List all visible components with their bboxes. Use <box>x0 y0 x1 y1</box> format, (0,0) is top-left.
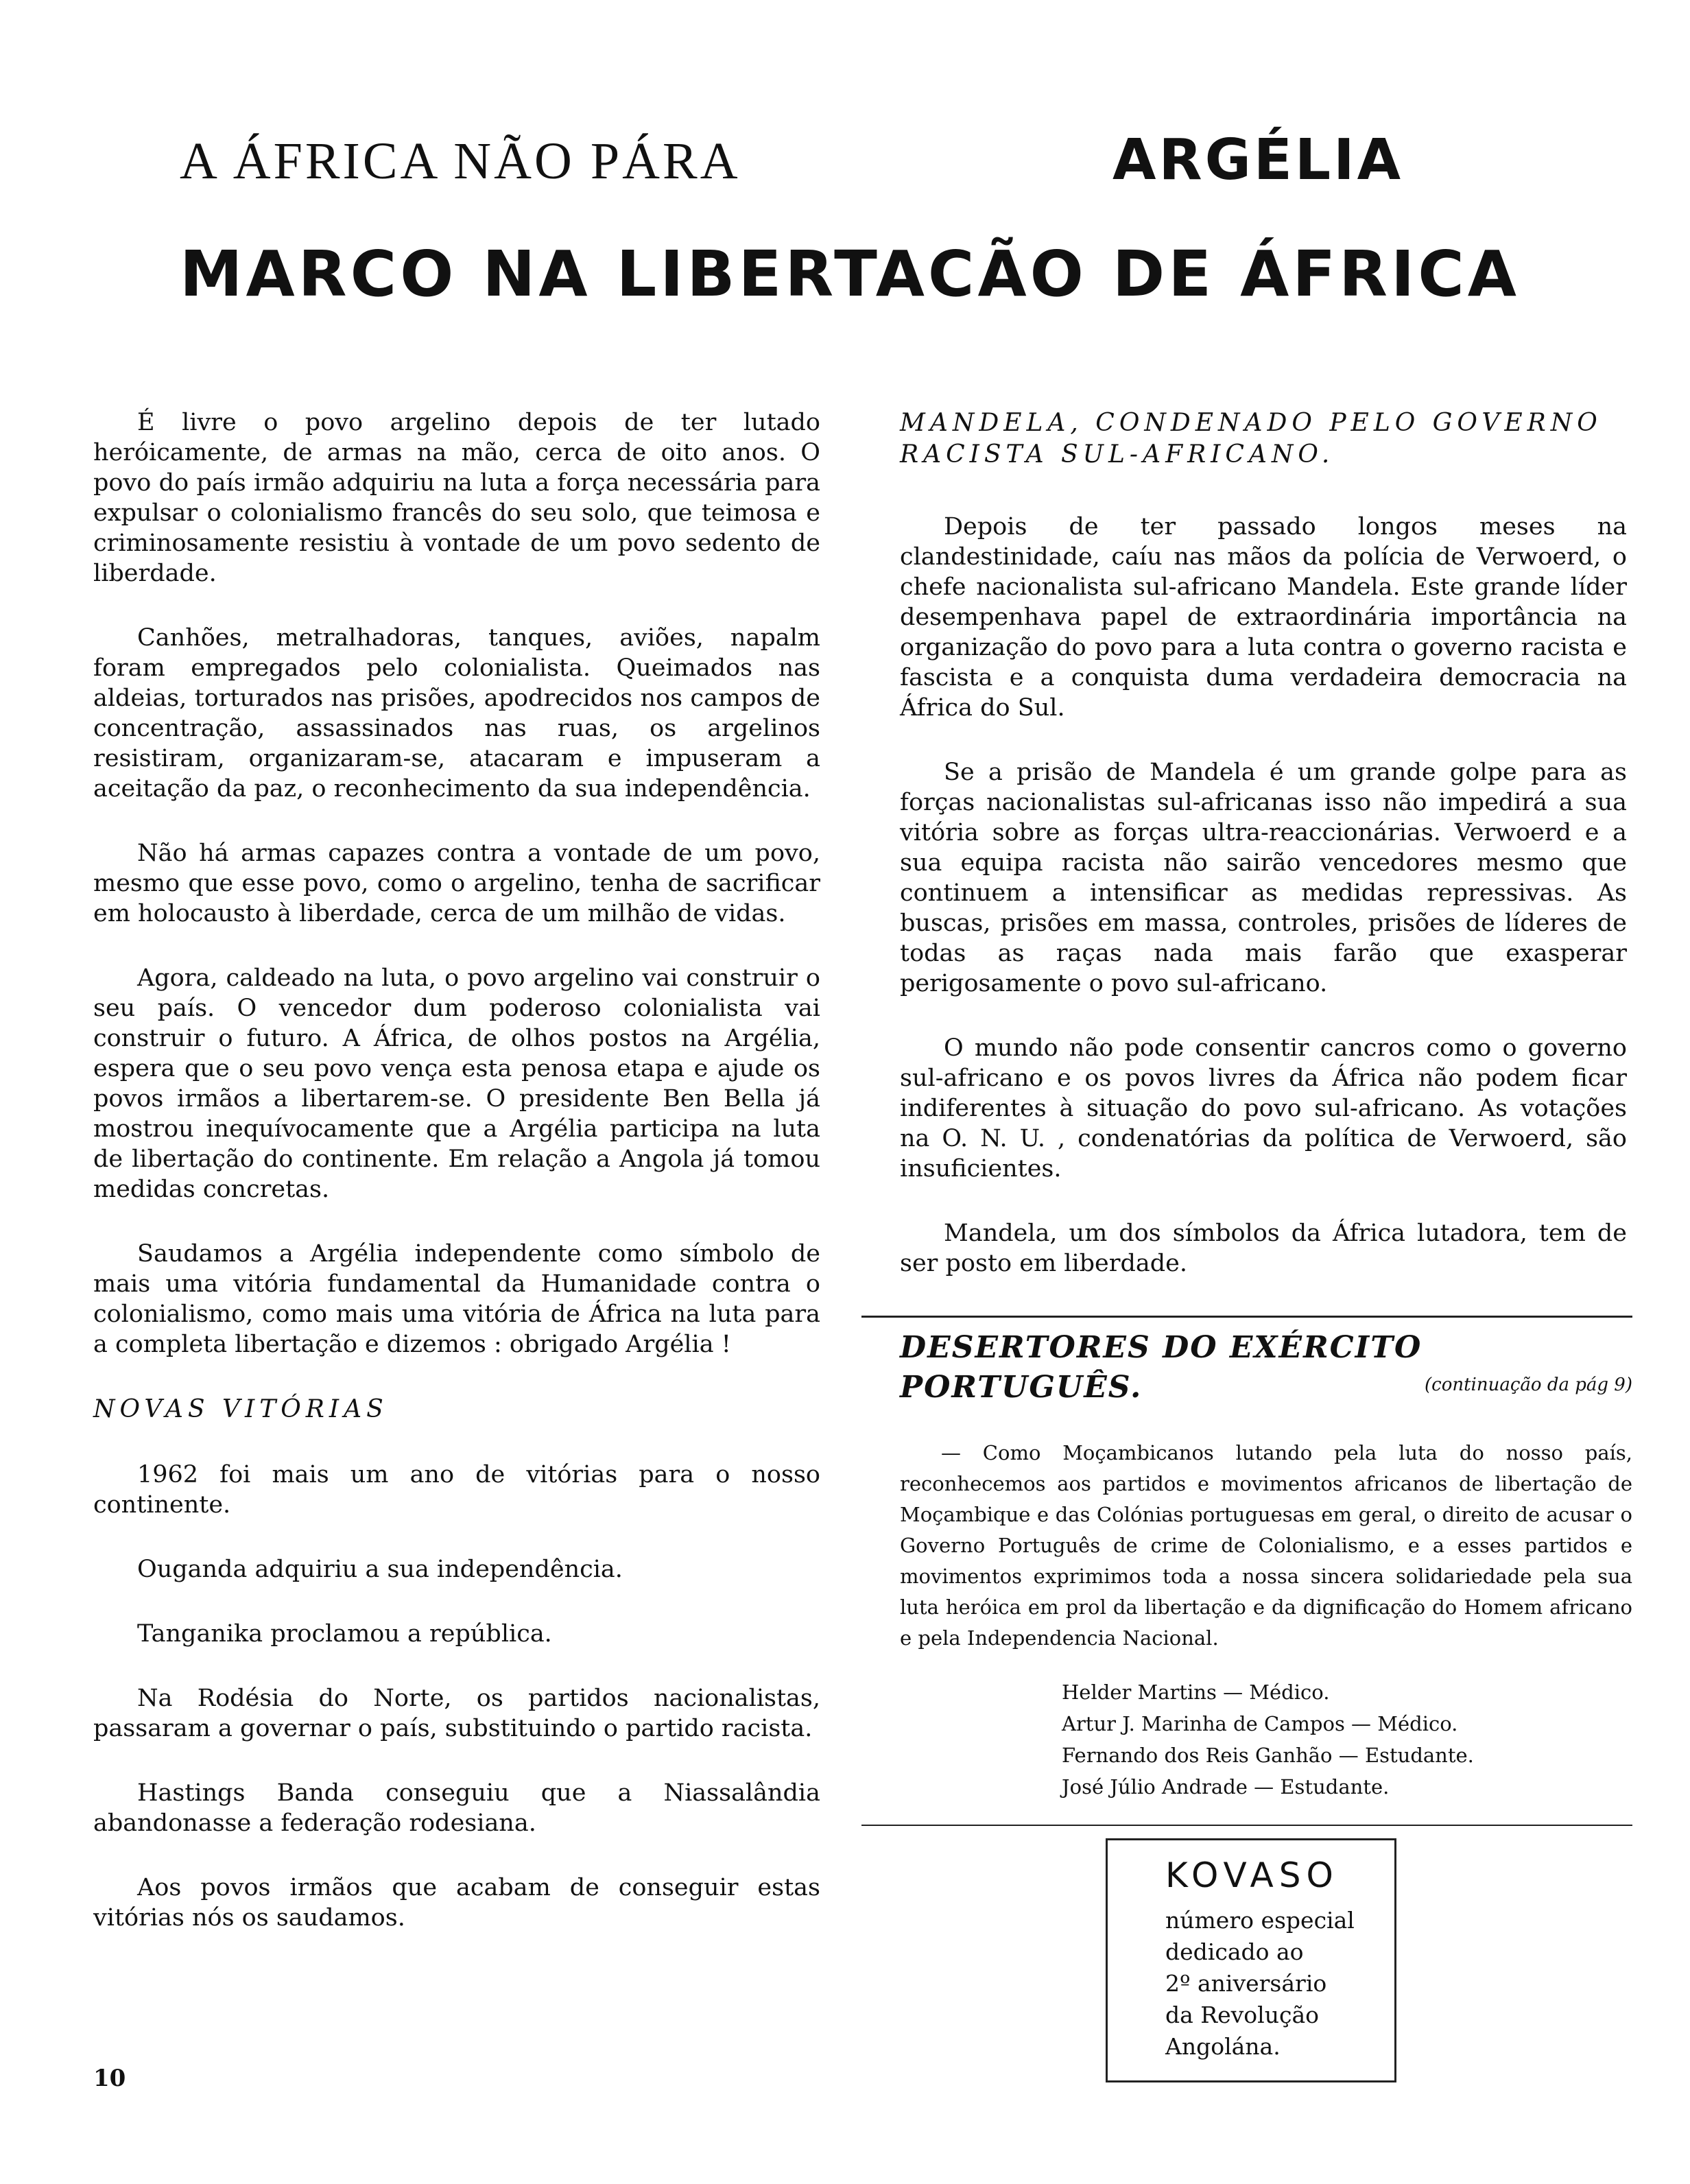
kovaso-line: da Revolução <box>1165 2002 1320 2028</box>
deserters-title-line: PORTUGUÊS. <box>900 1370 1143 1405</box>
kovaso-line: número especial <box>1165 1907 1355 1934</box>
deserters-text: — Como Moçambicanos lutando pela luta do nosso país, reconhecemos aos partidos e movimentos africanos de libertação de Moçambique e das Colónias portuguesas em geral, o direito de acusar o Governo Português de crime de Colonialismo, e a esses partidos e movimentos exprimimos toda a nossa sincera solidariedade pela sua luta heróica em prol da libertação e da dignificação do Homem africano e pela Independencia Nacional. <box>900 1441 1632 1650</box>
divider-rule <box>861 1825 1632 1826</box>
article-paragraph: 1962 foi mais um ano de vitórias para o nosso continente. <box>93 1461 820 1519</box>
article-paragraph: Tanganika proclamou a república. <box>137 1620 552 1648</box>
subheading-mandela: MANDELA, CONDENADO PELO GOVERNO RACISTA SUL-AFRICANO. <box>900 409 1602 468</box>
deserters-article <box>900 1328 1632 1654</box>
kovaso-line: 2º aniversário <box>1165 1970 1327 1997</box>
page-number: 10 <box>93 2065 126 2092</box>
left-column <box>93 407 820 1967</box>
signatory: Fernando dos Reis Ganhão — Estudante. <box>1062 1744 1474 1767</box>
kicker-title: A ÁFRICA NÃO PÁRA <box>180 132 741 190</box>
article-paragraph: Hastings Banda conseguiu que a Niassalândia abandonasse a federação rodesiana. <box>93 1779 820 1837</box>
article-paragraph: Não há armas capazes contra a vontade de um povo, mesmo que esse povo, como o argelino, tenha de sacrificar em holocausto à liberdade, cerca de um milhão de vidas. <box>93 840 820 927</box>
deserters-title-line: DESERTORES DO EXÉRCITO <box>900 1330 1423 1365</box>
article-paragraph: Saudamos a Argélia independente como símbolo de mais uma vitória fundamental da Humanidade contra o colonialismo, como mais uma vitória de África na luta para a completa libertação e dizemos : obrigado Argélia ! <box>93 1240 820 1358</box>
divider-rule <box>861 1316 1632 1318</box>
article-paragraph: O mundo não pode consentir cancros como o governo sul-africano e os povos livres da África não podem ficar indiferentes à situação do povo sul-africano. As votações na O. N. U. , condenatórias da política de Verwoerd, são insuficientes. <box>900 1034 1627 1183</box>
kovaso-box <box>1106 1838 1396 2082</box>
deserters-title <box>900 1328 1632 1408</box>
article-paragraph: Aos povos irmãos que acabam de conseguir estas vitórias nós os saudamos. <box>93 1874 820 1932</box>
article-paragraph: É livre o povo argelino depois de ter lutado heróicamente, de armas na mão, cerca de oito anos. O povo do país irmão adquiriu na luta a força necessária para expulsar o colonialismo francês do seu solo, que teimosa e criminosamente resistiu à vontade de um povo sedento de liberdade. <box>93 409 820 587</box>
signatory: Helder Martins — Médico. <box>1062 1681 1330 1704</box>
signatory: José Júlio Andrade — Estudante. <box>1062 1775 1390 1799</box>
kovaso-title: KOVASO <box>1165 1855 1339 1895</box>
right-column <box>900 407 1627 1313</box>
signatory: Artur J. Marinha de Campos — Médico. <box>1062 1712 1458 1735</box>
continuation-note: (continuação da pág 9) <box>1425 1375 1632 1395</box>
article-paragraph: Canhões, metralhadoras, tanques, aviões, napalm foram empregados pelo colonialista. Queimados nas aldeias, torturados nas prisões, apodrecidos nos campos de concentração, assassinados nas ruas, os argelinos resistiram, organizaram-se, atacaram e impuseram a aceitação da paz, o reconhecimento da sua independência. <box>93 624 820 803</box>
page-headline: MARCO NA LIBERTACÃO DE ÁFRICA <box>180 237 1520 311</box>
article-paragraph: Se a prisão de Mandela é um grande golpe para as forças nacionalistas sul-africanas isso não impedirá a sua vitória sobre as forças ultra-reaccionárias. Verwoerd e a sua equipa racista não sairão vencedores mesmo que continuem a intensificar as medidas repressivas. As buscas, prisões em massa, controles, prisões de líderes de todas as raças nada mais farão que exasperar perigosamente o povo sul-africano. <box>900 759 1627 997</box>
article-paragraph: Na Rodésia do Norte, os partidos nacionalistas, passaram a governar o país, substituindo o partido racista. <box>93 1685 820 1742</box>
article-paragraph: Depois de ter passado longos meses na clandestinidade, caíu nas mãos da polícia de Verwoerd, o chefe nacionalista sul-africano Mandela. Este grande líder desempenhava papel de extraordinária importância na organização do povo para a luta contra o governo racista e fascista e a conquista duma verdadeira democracia na África do Sul. <box>900 513 1627 722</box>
article-paragraph: Ouganda adquiriu a sua independência. <box>137 1556 623 1583</box>
kovaso-line: Angolána. <box>1165 2033 1281 2060</box>
kovaso-line: dedicado ao <box>1165 1938 1304 1965</box>
article-paragraph: Mandela, um dos símbolos da África lutadora, tem de ser posto em liberdade. <box>900 1220 1627 1277</box>
article-paragraph: Agora, caldeado na luta, o povo argelino vai construir o seu país. O vencedor dum poderoso colonialista vai construir o futuro. A África, de olhos postos na Argélia, espera que o seu povo vença esta penosa etapa e ajude os povos irmãos a libertarem-se. O presidente Ben Bella já mostrou inequívocamente que a Argélia participa na luta de libertação do continente. Em relação a Angola já tomou medidas concretas. <box>93 964 820 1203</box>
section-title: ARGÉLIA <box>1112 128 1404 193</box>
subheading-novas-vitorias: NOVAS VITÓRIAS <box>93 1395 388 1423</box>
signatories-list <box>1062 1676 1474 1803</box>
